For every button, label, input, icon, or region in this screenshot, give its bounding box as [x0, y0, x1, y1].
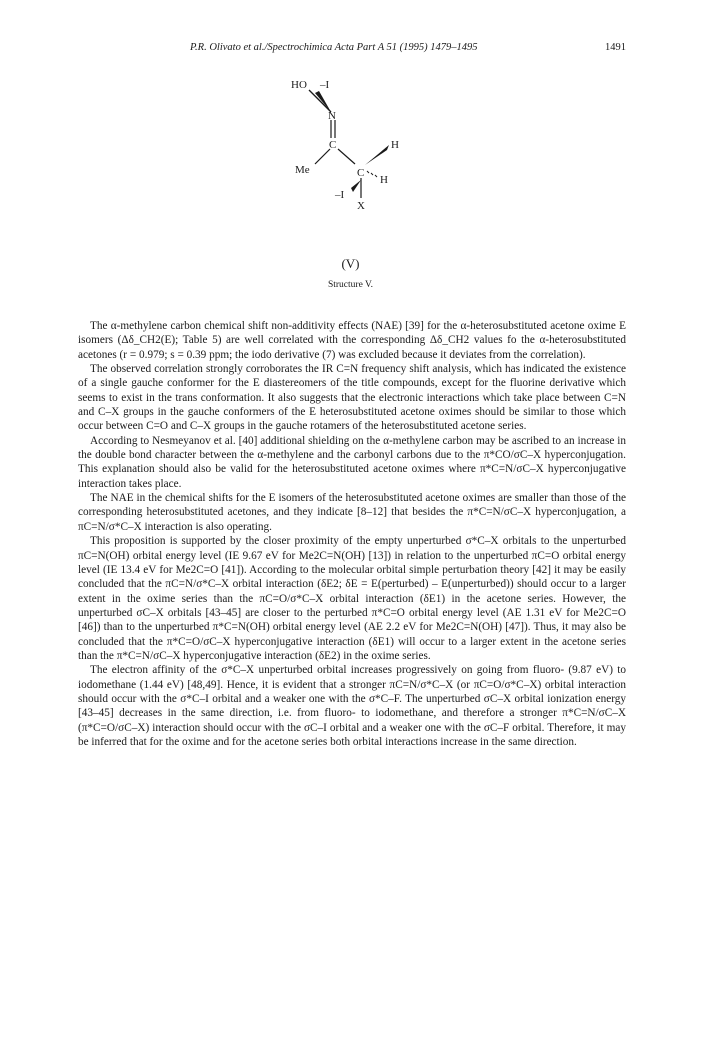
atom-ho: HO	[291, 79, 307, 91]
atom-i-top: –I	[320, 79, 330, 91]
atom-h-lower: H	[380, 174, 388, 186]
paragraph: The electron affinity of the σ*C–X unperturbed orbital increases progressively on going from fluoro- (9.87 eV) to iodomethane (1.44 eV) [48,49]. Hence, it is evident that a stronger πC=N/σ*C–X (or πC=O/σ*C–X) orbital interaction should occur with the σ*C–I orbital and a weaker one with the σ*C–F. The unperturbed σC–X orbital ionization energy [43–45] decreases in the same direction, i.e. from fluoro- to iodomethane, and therefore a stronger π*C=N/σC–X (π*C=O/σC–X) interaction should occur with the σC–I orbital and a weaker one with the σC–F orbital. Therefore, it may be inferred that for the oxime and for the acetone series both orbital interactions increase in the same direction.	[78, 664, 626, 748]
paragraph: According to Nesmeyanov et al. [40] additional shielding on the α-methylene carbon may be ascribed to an increase in the double bond character between the α-methylene and the carbonyl carbons due to the π*CO/σC–X hyperconjugation. This explanation should also be valid for the heterosubstituted acetone oximes where π*C=N/σC–X hyperconjugative interaction takes place.	[78, 434, 626, 490]
atom-me: Me	[295, 164, 310, 176]
hash-3	[375, 175, 377, 177]
wedge-n-i	[315, 91, 331, 112]
wedge-c-h	[365, 145, 389, 165]
bond-c-ch2	[338, 149, 355, 164]
structure-label: (V)	[341, 256, 360, 271]
running-title: P.R. Olivato et al./Spectrochimica Acta Part A 51 (1995) 1479–1495	[190, 42, 478, 53]
paragraph: The observed correlation strongly corroborates the IR C=N frequency shift analysis, which has indicated the existence of a single gauche conformer for the E diastereomers of the title compounds, except for the fluorine derivative which seems to exist in the trans conformation. It also suggests that the electronic interactions which take place between C=N and C–X groups in the gauche conformers of the E heterosubstituted acetone oximes should be similar to those which occur between C=O and C–X groups in the gauche rotamers of the heterosubstituted acetone series.	[78, 363, 626, 433]
wedge-c-i	[351, 180, 361, 192]
running-header	[78, 42, 626, 58]
hash-1	[367, 171, 369, 173]
paragraph: The α-methylene carbon chemical shift non-additivity effects (NAE) [39] for the α-heterosubstituted acetone oxime E isomers (Δδ_CH2(E); Table 5) are well correlated with the corresponding Δδ_CH2 values fo the α-heterosubstituted acetones (r = 0.979; s = 0.39 ppm; the iodo derivative (7) was excluded because it deviates from the correlation).	[78, 320, 626, 361]
article-body	[78, 319, 626, 749]
atom-c-central: C	[329, 139, 337, 151]
structure-v-diagram	[291, 78, 425, 250]
paragraph: The NAE in the chemical shifts for the E isomers of the heterosubstituted acetone oximes are smaller than those of the corresponding heterosubstituted acetones, and they indicate [8–12] that besides the π*C=N/σC–X hyperconjugation, a πC=N/σ*C–X interaction is also operating.	[78, 492, 626, 533]
hash-2	[371, 173, 373, 175]
atom-c-methylene: C	[357, 167, 365, 179]
paragraph: This proposition is supported by the closer proximity of the empty unperturbed σ*C–X orbitals to the unperturbed πC=N(OH) orbital energy level (IE 9.67 eV for Me2C=N(OH) [13]) in relation to the unperturbed πC=O orbital energy level (IE 13.4 eV for Me2C=O [41]). According to the molecular orbital simple perturbation theory [42] it may be easily concluded that the πC=N/σ*C–X orbital interaction (δE2; δE = E(perturbed) – E(unperturbed)) should occur to a larger extent in the oxime series than the πC=O/σ*C–X orbital interaction (δE1) in the acetone series. However, the unperturbed σC–X orbitals [43–45] are closer to the perturbed π*C=O orbital energy level (AE 1.31 eV for Me2C=O [46]) than to the unperturbed π*C=N(OH) orbital energy level (AE 2.2 eV for Me2C=N(OH) [47]). Thus, it may also be concluded that the π*C=O/σC–X hyperconjugative interaction (δE1) will occur to a larger extent in the acetone series than the π*C=N/σC–X hyperconjugative interaction (δE2) in the oxime series.	[78, 535, 626, 662]
atom-h-upper: H	[391, 139, 399, 151]
page-number: 1491	[605, 42, 626, 53]
structure-caption: Structure V.	[327, 280, 374, 290]
atom-i-lower: –I	[335, 189, 345, 201]
structure-svg	[291, 78, 425, 250]
atom-n: N	[328, 110, 336, 122]
atom-x: X	[357, 200, 365, 212]
bond-c-me	[315, 149, 330, 164]
